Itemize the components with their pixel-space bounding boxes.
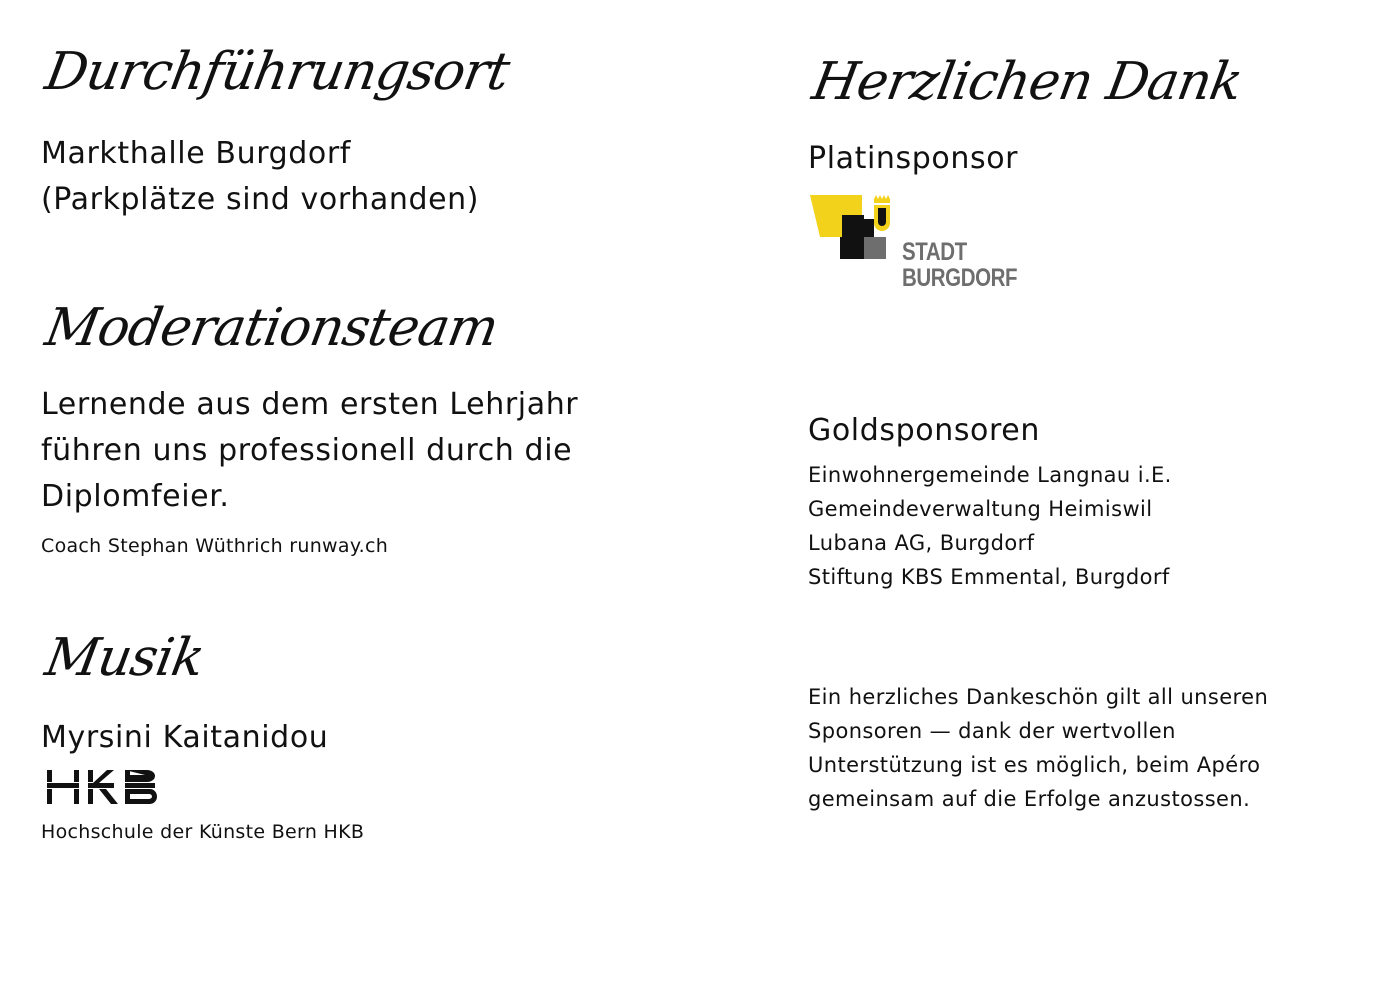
hkb-logo <box>47 770 157 808</box>
performer-name: Myrsini Kaitanidou <box>41 720 329 755</box>
gold-sponsor-list <box>808 458 1172 594</box>
burgdorf-logo-line2: BURGDORF <box>902 264 1018 292</box>
burgdorf-logo-line1: STADT <box>902 238 967 266</box>
venue-heading: Durchführungsort <box>41 42 514 102</box>
gold-sponsor-item: Gemeindeverwaltung Heimiswil <box>808 497 1153 521</box>
gold-sponsor-item: Einwohnergemeinde Langnau i.E. <box>808 463 1172 487</box>
venue-line: (Parkplätze sind vorhanden) <box>41 182 480 217</box>
gold-label: Goldsponsoren <box>808 413 1040 448</box>
thanks-heading: Herzlichen Dank <box>808 52 1247 112</box>
venue-text <box>41 131 479 223</box>
closing-line: Ein herzliches Dankeschön gilt all unseren <box>808 685 1269 709</box>
moderation-heading: Moderationsteam <box>41 298 503 358</box>
closing-line: Sponsoren — dank der wertvollen <box>808 719 1176 743</box>
hkb-logo-mark <box>47 770 157 804</box>
moderation-line: Diplomfeier. <box>41 479 230 514</box>
coach-text: Coach Stephan Wüthrich runway.ch <box>41 535 389 557</box>
closing-line: gemeinsam auf die Erfolge anzustossen. <box>808 787 1251 811</box>
gold-sponsor-item: Stiftung KBS Emmental, Burgdorf <box>808 565 1170 589</box>
music-heading: Musik <box>41 628 209 688</box>
venue-line: Markthalle Burgdorf <box>41 136 351 171</box>
moderation-text <box>41 382 578 520</box>
closing-text <box>808 680 1268 816</box>
moderation-line: führen uns professionell durch die <box>41 433 573 468</box>
burgdorf-crest-icon <box>810 193 902 263</box>
platinum-label: Platinsponsor <box>808 141 1019 176</box>
stadt-burgdorf-logo <box>808 193 1028 293</box>
gold-sponsor-item: Lubana AG, Burgdorf <box>808 531 1035 555</box>
closing-line: Unterstützung ist es möglich, beim Apéro <box>808 753 1261 777</box>
moderation-line: Lernende aus dem ersten Lehrjahr <box>41 387 579 422</box>
hkb-school-name: Hochschule der Künste Bern HKB <box>41 821 365 843</box>
